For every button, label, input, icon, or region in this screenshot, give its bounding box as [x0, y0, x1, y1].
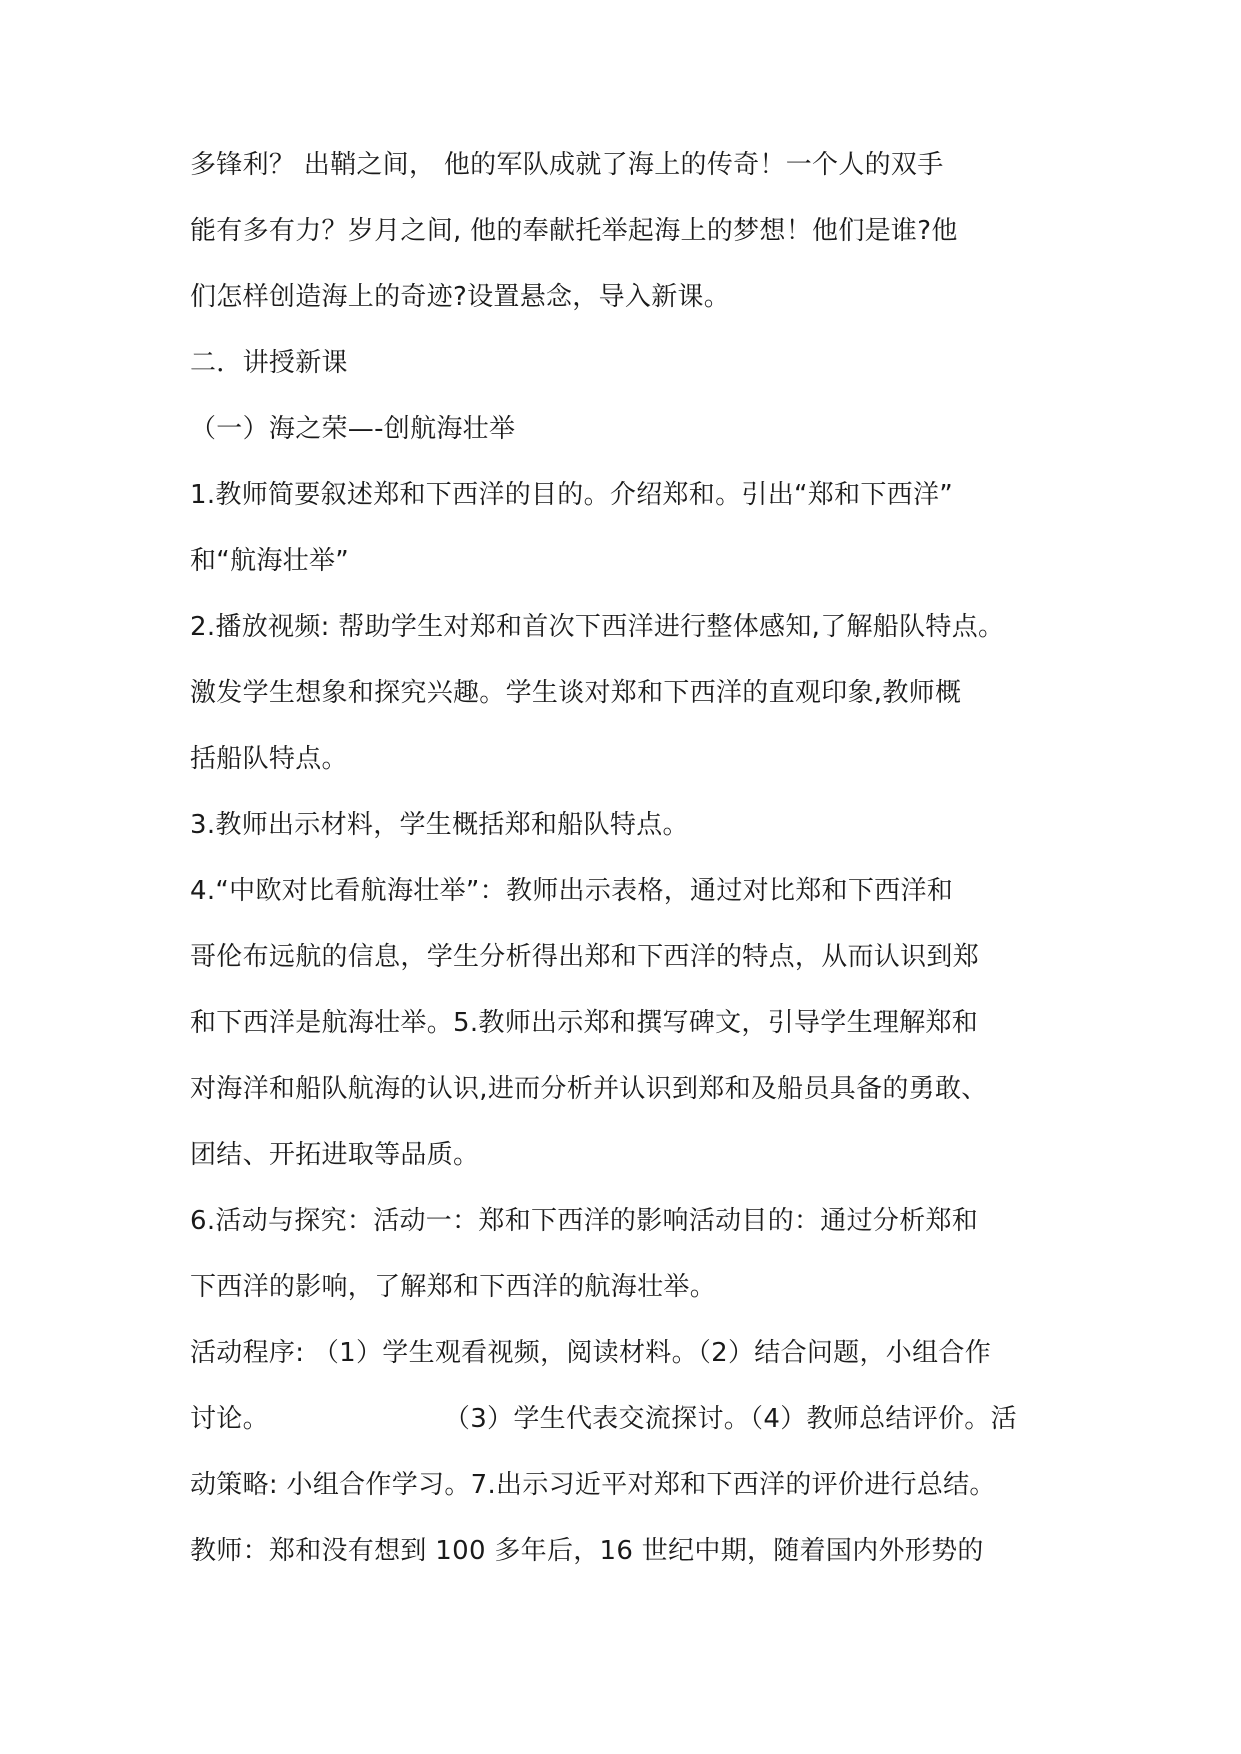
section-heading: 二．讲授新课 [190, 348, 348, 378]
text-line-14: 和下西洋是航海壮举。5.教师出示郑和撰写碑文，引导学生理解郑和 [190, 1008, 979, 1038]
text-line-21: 动策略: 小组合作学习。7.出示习近平对郑和下西洋的评价进行总结。 [190, 1470, 996, 1500]
text-line-15: 对海洋和船队航海的认识,进而分析并认识到郑和及船员具备的勇敢、 [190, 1074, 988, 1104]
text-line-10: 括船队特点。 [190, 744, 348, 774]
subsection-heading: （一）海之荣—-创航海壮举 [190, 414, 516, 444]
text-line-2: 能有多有力？岁月之间, 他的奉献托举起海上的梦想！他们是谁?他 [190, 216, 958, 246]
text-line-3: 们怎样创造海上的奇迹?设置悬念，导入新课。 [190, 282, 731, 312]
text-line-11: 3.教师出示材料，学生概括郑和船队特点。 [190, 810, 689, 840]
text-line-16: 团结、开拓进取等品质。 [190, 1140, 480, 1170]
text-line-17: 6.活动与探究：活动一：郑和下西洋的影响活动目的：通过分析郑和 [190, 1206, 979, 1236]
text-line-7: 和“航海壮举” [190, 546, 350, 576]
text-line-8: 2.播放视频: 帮助学生对郑和首次下西洋进行整体感知,了解船队特点。 [190, 612, 1005, 642]
text-line-12: 4.“中欧对比看航海壮举”：教师出示表格，通过对比郑和下西洋和 [190, 876, 954, 906]
text-line-9: 激发学生想象和探究兴趣。学生谈对郑和下西洋的直观印象,教师概 [190, 678, 962, 708]
text-line-6: 1.教师简要叙述郑和下西洋的目的。介绍郑和。引出“郑和下西洋” [190, 480, 954, 510]
text-line-20-rest: （3）学生代表交流探讨。（4）教师总结评价。活 [443, 1404, 1017, 1434]
text-line-13: 哥伦布远航的信息，学生分析得出郑和下西洋的特点，从而认识到郑 [190, 942, 980, 972]
text-line-20 [190, 1402, 1017, 1436]
text-line-19: 活动程序: （1）学生观看视频，阅读材料。（2）结合问题，小组合作 [190, 1338, 992, 1368]
text-line-1: 多锋利？ 出鞘之间， 他的军队成就了海上的传奇！一个人的双手 [190, 150, 944, 180]
text-line-20-prefix: 讨论。 [190, 1404, 269, 1434]
text-line-22: 教师：郑和没有想到 100 多年后，16 世纪中期，随着国内外形势的 [190, 1536, 984, 1566]
text-line-18: 下西洋的影响，了解郑和下西洋的航海壮举。 [190, 1272, 717, 1302]
